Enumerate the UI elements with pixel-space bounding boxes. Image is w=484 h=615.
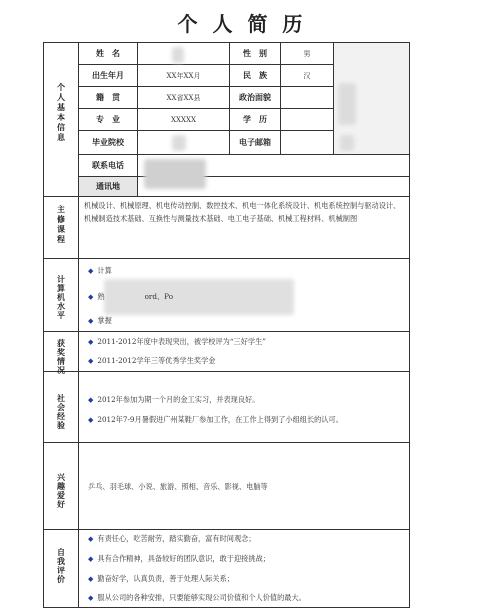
section-self-heading: 自我评价: [56, 548, 67, 584]
value-degree: [281, 109, 333, 130]
computer-item: ◆ 熟 ord、Po: [88, 292, 174, 301]
bullet-diamond-icon: ◆: [88, 575, 94, 583]
redaction-blur: [338, 83, 356, 125]
section-courses-heading: 主修课程: [56, 205, 67, 245]
self-item: ◆ 服从公司的各种安排，只要能够实现公司价值和个人价值的最大。: [88, 593, 306, 602]
self-item: ◆ 有责任心，吃苦耐劳，踏实勤奋，富有时间观念；: [88, 534, 256, 543]
label-name: 姓 名: [96, 48, 120, 58]
bullet-diamond-icon: ◆: [88, 293, 94, 301]
computer-item: ◆ 计算: [88, 266, 112, 275]
value-native-place: XX省XX县: [166, 93, 201, 102]
social-item: ◆ 2012年参加为期一个月的金工实习，并表现良好。: [88, 395, 260, 404]
computer-item: ◆ 掌握: [88, 316, 112, 325]
value-gender: 男: [303, 49, 311, 58]
label-major: 专 业: [96, 114, 120, 124]
redaction-blur: [340, 135, 354, 151]
label-gender: 性 别: [243, 48, 267, 58]
bullet-diamond-icon: ◆: [88, 338, 94, 346]
bullet-diamond-icon: ◆: [88, 317, 94, 325]
self-item: ◆ 具有合作精神，具备较好的团队意识，敢于迎接挑战；: [88, 554, 270, 563]
label-phone: 联系电话: [92, 160, 124, 170]
award-item: ◆ 2011-2012学年三等优秀学生奖学金: [88, 356, 216, 365]
label-degree: 学 历: [243, 114, 267, 124]
page-title: 个 人 简 历: [177, 12, 307, 36]
bullet-diamond-icon: ◆: [88, 535, 94, 543]
bullet-diamond-icon: ◆: [88, 396, 94, 404]
resume-table: [43, 42, 410, 608]
courses-text: 机械设计、机械原理、机电传动控制、数控技术、机电一体化系统设计、机电系统控制与驱动设计、机械制造技术基础、互换性与测量技术基础、电工电子基础、机械工程材料、机械制图: [84, 201, 401, 223]
award-item: ◆ 2011-2012年度中表现突出，被学校评为“三好学生”: [88, 337, 266, 346]
redaction-blur: [172, 47, 184, 63]
social-item: ◆ 2012年7-9月暑假进广州某鞋厂参加工作，在工作上得到了小组组长的认可。: [88, 415, 343, 424]
label-birth: 出生年月: [92, 70, 124, 80]
value-birth: XX年XX月: [166, 71, 201, 80]
self-item: ◆ 勤奋好学，认真负责，善于处理人际关系；: [88, 574, 234, 583]
section-awards-heading: 获奖情况: [56, 339, 67, 375]
hobby-text: 乒乓、羽毛球、小说、旅游、照相、音乐、影视、电脑等: [88, 482, 268, 491]
value-political: [281, 87, 333, 108]
label-ethnic: 民 族: [243, 70, 267, 80]
value-ethnic: 汉: [303, 71, 311, 80]
section-basic-heading: 个人基本信息: [56, 83, 67, 143]
section-social-heading: 社会经验: [56, 394, 67, 430]
label-political: 政治面貌: [239, 92, 271, 102]
value-major: XXXXX: [171, 115, 196, 124]
bullet-diamond-icon: ◆: [88, 267, 94, 275]
section-computer-heading: 计算机水平: [56, 275, 67, 320]
bullet-diamond-icon: ◆: [88, 594, 94, 602]
bullet-diamond-icon: ◆: [88, 555, 94, 563]
label-address: 通讯地: [96, 181, 120, 191]
label-email: 电子邮箱: [239, 137, 271, 147]
label-school: 毕业院校: [92, 137, 124, 147]
redaction-blur: [144, 159, 206, 189]
bullet-diamond-icon: ◆: [88, 416, 94, 424]
label-native-place: 籍 贯: [96, 92, 120, 102]
section-hobby-heading: 兴趣爱好: [56, 473, 67, 509]
value-email: [281, 131, 333, 154]
redaction-blur: [172, 135, 186, 151]
bullet-diamond-icon: ◆: [88, 357, 94, 365]
